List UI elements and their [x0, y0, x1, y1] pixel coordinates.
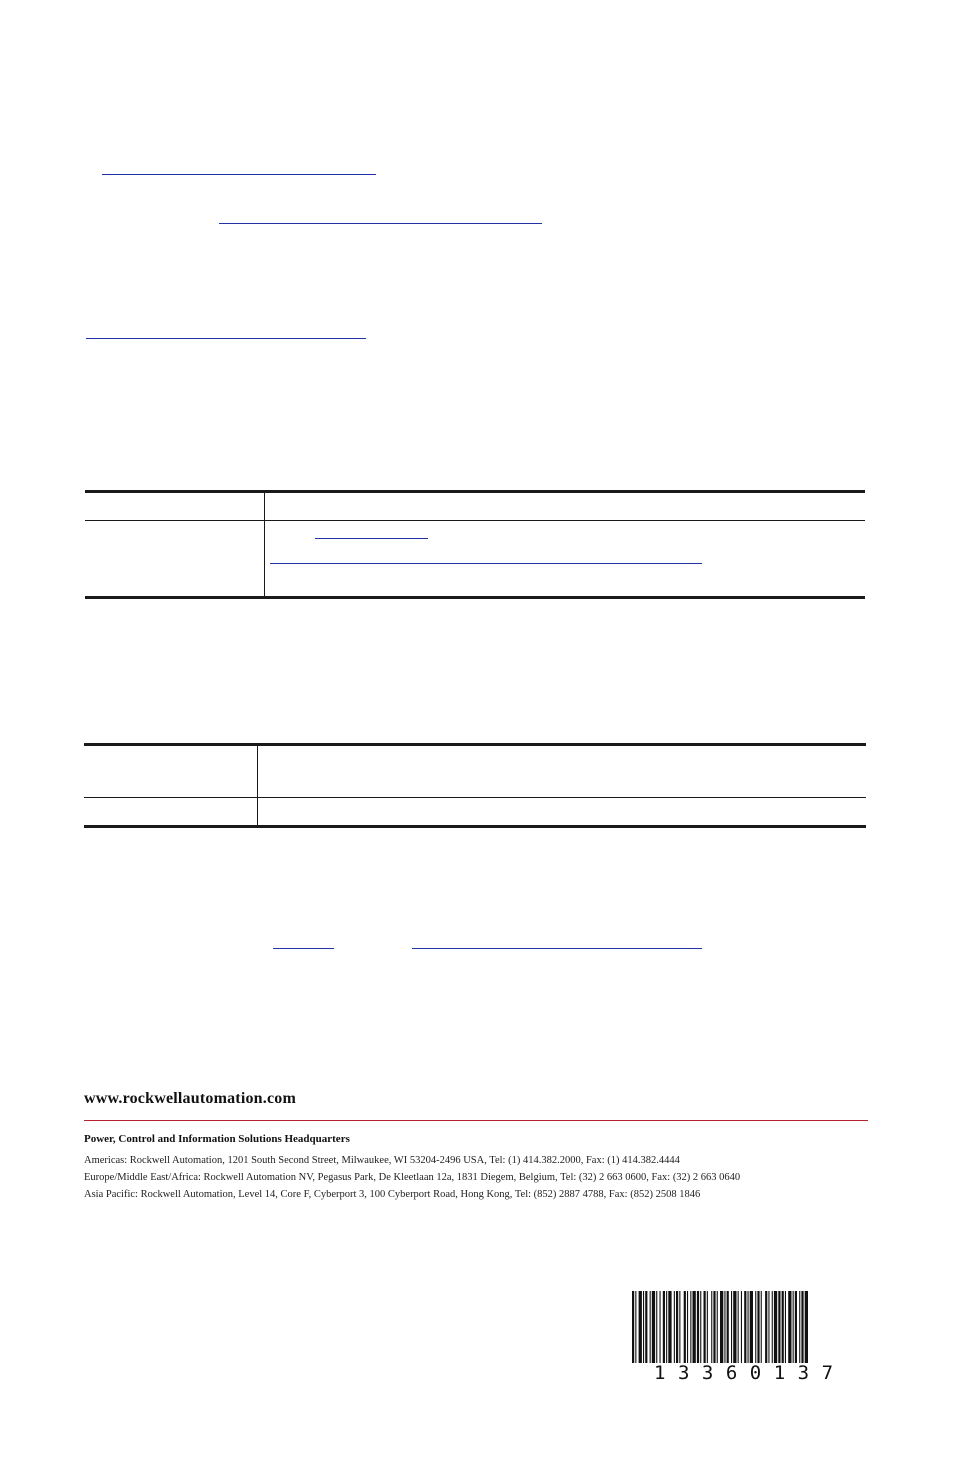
barcode-bar [785, 1291, 786, 1363]
barcode-bar [656, 1291, 657, 1363]
barcode-bar [693, 1291, 696, 1363]
barcode-bar [666, 1291, 667, 1363]
barcode-bar [793, 1291, 794, 1363]
barcode-bar [799, 1291, 800, 1363]
barcode-bar [765, 1291, 767, 1363]
hyperlink-5[interactable] [412, 948, 702, 949]
footer-accent-rule [84, 1120, 868, 1121]
table-2-column-divider [257, 745, 258, 826]
barcode-bar [684, 1291, 686, 1363]
barcode-bar [679, 1291, 680, 1363]
barcode-image [632, 1291, 864, 1363]
barcode-bar [652, 1291, 655, 1363]
barcode-bar [690, 1291, 691, 1363]
address-americas: Americas: Rockwell Automation, 1201 South Second Street, Milwaukee, WI 53204-2496 USA, Tel: (1) 414.382.2000, Fax: (1) 414.382.4444 [84, 1155, 680, 1166]
barcode-bar [741, 1291, 742, 1363]
barcode-bar [761, 1291, 762, 1363]
hyperlink-2[interactable] [219, 223, 542, 224]
barcode-bar [687, 1291, 688, 1363]
barcode-bar [738, 1291, 739, 1363]
barcode-bar [643, 1291, 644, 1363]
barcode-bar [660, 1291, 661, 1363]
hyperlink-3[interactable] [86, 338, 366, 339]
address-emea: Europe/Middle East/Africa: Rockwell Automation NV, Pegasus Park, De Kleetlaan 12a, 1831 Diegem, Belgium, Tel: (32) 2 663 0600, Fax: (32) 2 663 0640 [84, 1172, 741, 1183]
barcode-bar [744, 1291, 746, 1363]
barcode-bar [720, 1291, 723, 1363]
hyperlink-1[interactable] [102, 174, 376, 175]
barcode-bar [663, 1291, 665, 1363]
table-2-top-rule [84, 743, 866, 746]
barcode-bar [697, 1291, 699, 1363]
barcode-bar [707, 1291, 708, 1363]
barcode-bar [713, 1291, 715, 1363]
barcode-bar [733, 1291, 736, 1363]
barcode-bar [639, 1291, 642, 1363]
table-1-bottom-rule [85, 596, 865, 599]
table-1-header-rule [85, 520, 865, 521]
barcode-bar [778, 1291, 780, 1363]
table-2-row-rule [84, 797, 866, 798]
barcode-bar [711, 1291, 712, 1363]
barcode-bar [774, 1291, 777, 1363]
barcode-bar [731, 1291, 732, 1363]
barcode-bar [788, 1291, 791, 1363]
table-1-link-1[interactable] [315, 538, 428, 539]
barcode-bar [750, 1291, 753, 1363]
barcode-bar [700, 1291, 701, 1363]
website-url[interactable]: www.rockwellautomation.com [84, 1090, 296, 1107]
barcode-bar [757, 1291, 759, 1363]
barcode-bar [717, 1291, 718, 1363]
hyperlink-4[interactable] [273, 948, 334, 949]
barcode-bar [801, 1291, 803, 1363]
barcode-bar [748, 1291, 749, 1363]
headquarters-title: Power, Control and Information Solutions Headquarters [84, 1133, 350, 1145]
barcode-bar [645, 1291, 647, 1363]
barcode-bar [674, 1291, 675, 1363]
table-1-column-divider [264, 492, 265, 597]
barcode-number: 13360137 [654, 1362, 846, 1384]
barcode-bar [755, 1291, 756, 1363]
address-asia-pacific: Asia Pacific: Rockwell Automation, Level 14, Core F, Cyberport 3, 100 Cyberport Road, Hong Kong, Tel: (852) 2887 4788, Fax: (852) 2508 1846 [84, 1189, 701, 1200]
barcode-bar [704, 1291, 706, 1363]
barcode-bar [635, 1291, 636, 1363]
table-1-link-2[interactable] [270, 563, 702, 564]
barcode-bar [772, 1291, 773, 1363]
barcode-bar [795, 1291, 797, 1363]
barcode-bar [727, 1291, 729, 1363]
barcode-bar [805, 1291, 808, 1363]
barcode-bar [632, 1291, 634, 1363]
barcode-bar [650, 1291, 651, 1363]
barcode-bar [724, 1291, 725, 1363]
barcode-bar [676, 1291, 678, 1363]
barcode-bar [668, 1291, 671, 1363]
table-2-bottom-rule [84, 825, 866, 828]
barcode-bar [782, 1291, 784, 1363]
barcode-bar [768, 1291, 769, 1363]
table-1-top-rule [85, 490, 865, 493]
